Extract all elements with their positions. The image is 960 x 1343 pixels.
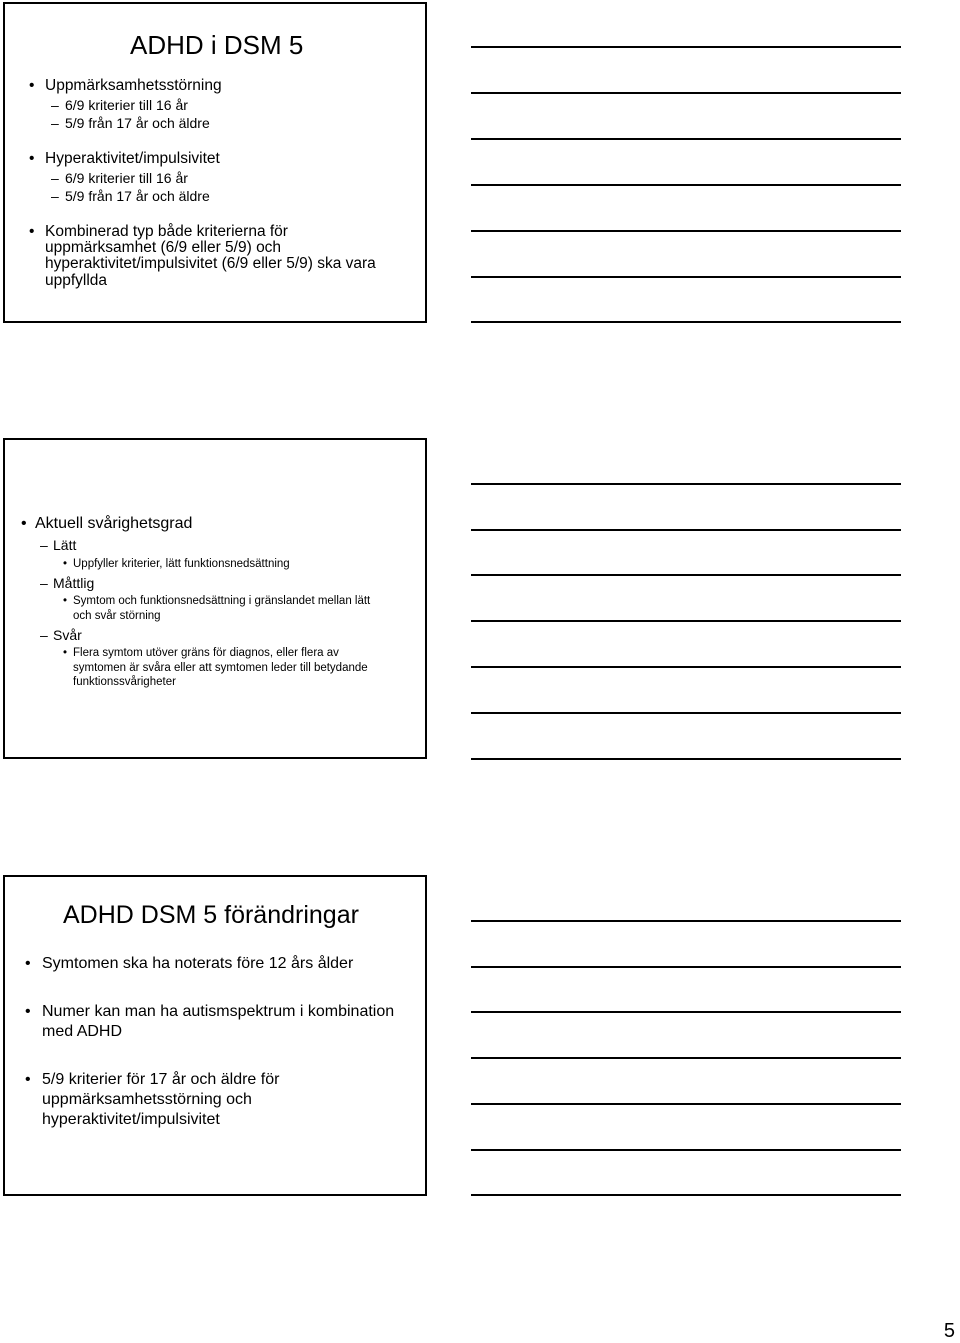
note-line — [471, 1103, 901, 1105]
list-item: • Symtom och funktionsnedsättning i gränslandet mellan lätt och svår störning — [73, 594, 385, 623]
list-item: – Måttlig — [53, 575, 425, 591]
list-item: – Svår — [53, 627, 425, 643]
note-line — [471, 276, 901, 278]
list-item-continuation: uppmärksamhet (6/9 eller 5/9) och — [45, 239, 282, 256]
list-item: • Hyperaktivitet/impulsivitet — [45, 150, 425, 168]
note-line — [471, 666, 901, 668]
note-line — [471, 574, 901, 576]
list-item: – 6/9 kriterier till 16 år — [65, 97, 425, 113]
note-line — [471, 529, 901, 531]
note-line — [471, 920, 901, 922]
slide-3 — [3, 875, 427, 1196]
list-item: • Aktuell svårighetsgrad — [35, 515, 425, 533]
note-line — [471, 966, 901, 968]
slide-1 — [3, 2, 427, 323]
note-line — [471, 712, 901, 714]
list-item-continuation: hyperaktivitet/impulsivitet (6/9 eller 5/9) ska vara — [45, 255, 376, 272]
slide-title: ADHD i DSM 5 — [130, 30, 304, 60]
note-line — [471, 1194, 901, 1196]
note-line — [471, 758, 901, 760]
note-line — [471, 1149, 901, 1151]
list-item: • Uppmärksamhetsstörning — [45, 77, 425, 95]
page-number: 5 — [943, 1320, 955, 1342]
list-item: – Lätt — [53, 537, 425, 553]
note-line — [471, 46, 901, 48]
slide-title: ADHD DSM 5 förändringar — [63, 901, 359, 929]
list-item: • Numer kan man ha autismspektrum i kombination med ADHD — [42, 1002, 419, 1042]
note-line — [471, 138, 901, 140]
list-item: • 5/9 kriterier för 17 år och äldre för uppmärksamhetsstörning och hyperaktivitet/impulsivitet — [42, 1070, 419, 1130]
list-item-continuation: uppfyllda — [45, 272, 108, 289]
note-line — [471, 620, 901, 622]
note-line — [471, 321, 901, 323]
list-item: – 5/9 från 17 år och äldre — [65, 115, 425, 131]
note-line — [471, 184, 901, 186]
list-item: • Uppfyller kriterier, lätt funktionsnedsättning — [73, 557, 385, 572]
note-line — [471, 92, 901, 94]
note-line — [471, 1011, 901, 1013]
list-item: • Kombinerad typ både kriterierna för — [45, 223, 425, 241]
list-item: • Symtomen ska ha noterats före 12 års ålder — [42, 954, 419, 974]
note-line — [471, 1057, 901, 1059]
list-item: – 5/9 från 17 år och äldre — [65, 188, 425, 204]
note-line — [471, 230, 901, 232]
list-item: • Flera symtom utöver gräns för diagnos, eller flera av symtomen är svåra eller att symtomen leder till betydande funktionssvårigheter — [73, 646, 385, 690]
list-item: – 6/9 kriterier till 16 år — [65, 170, 425, 186]
slide-2 — [3, 438, 427, 759]
note-line — [471, 483, 901, 485]
